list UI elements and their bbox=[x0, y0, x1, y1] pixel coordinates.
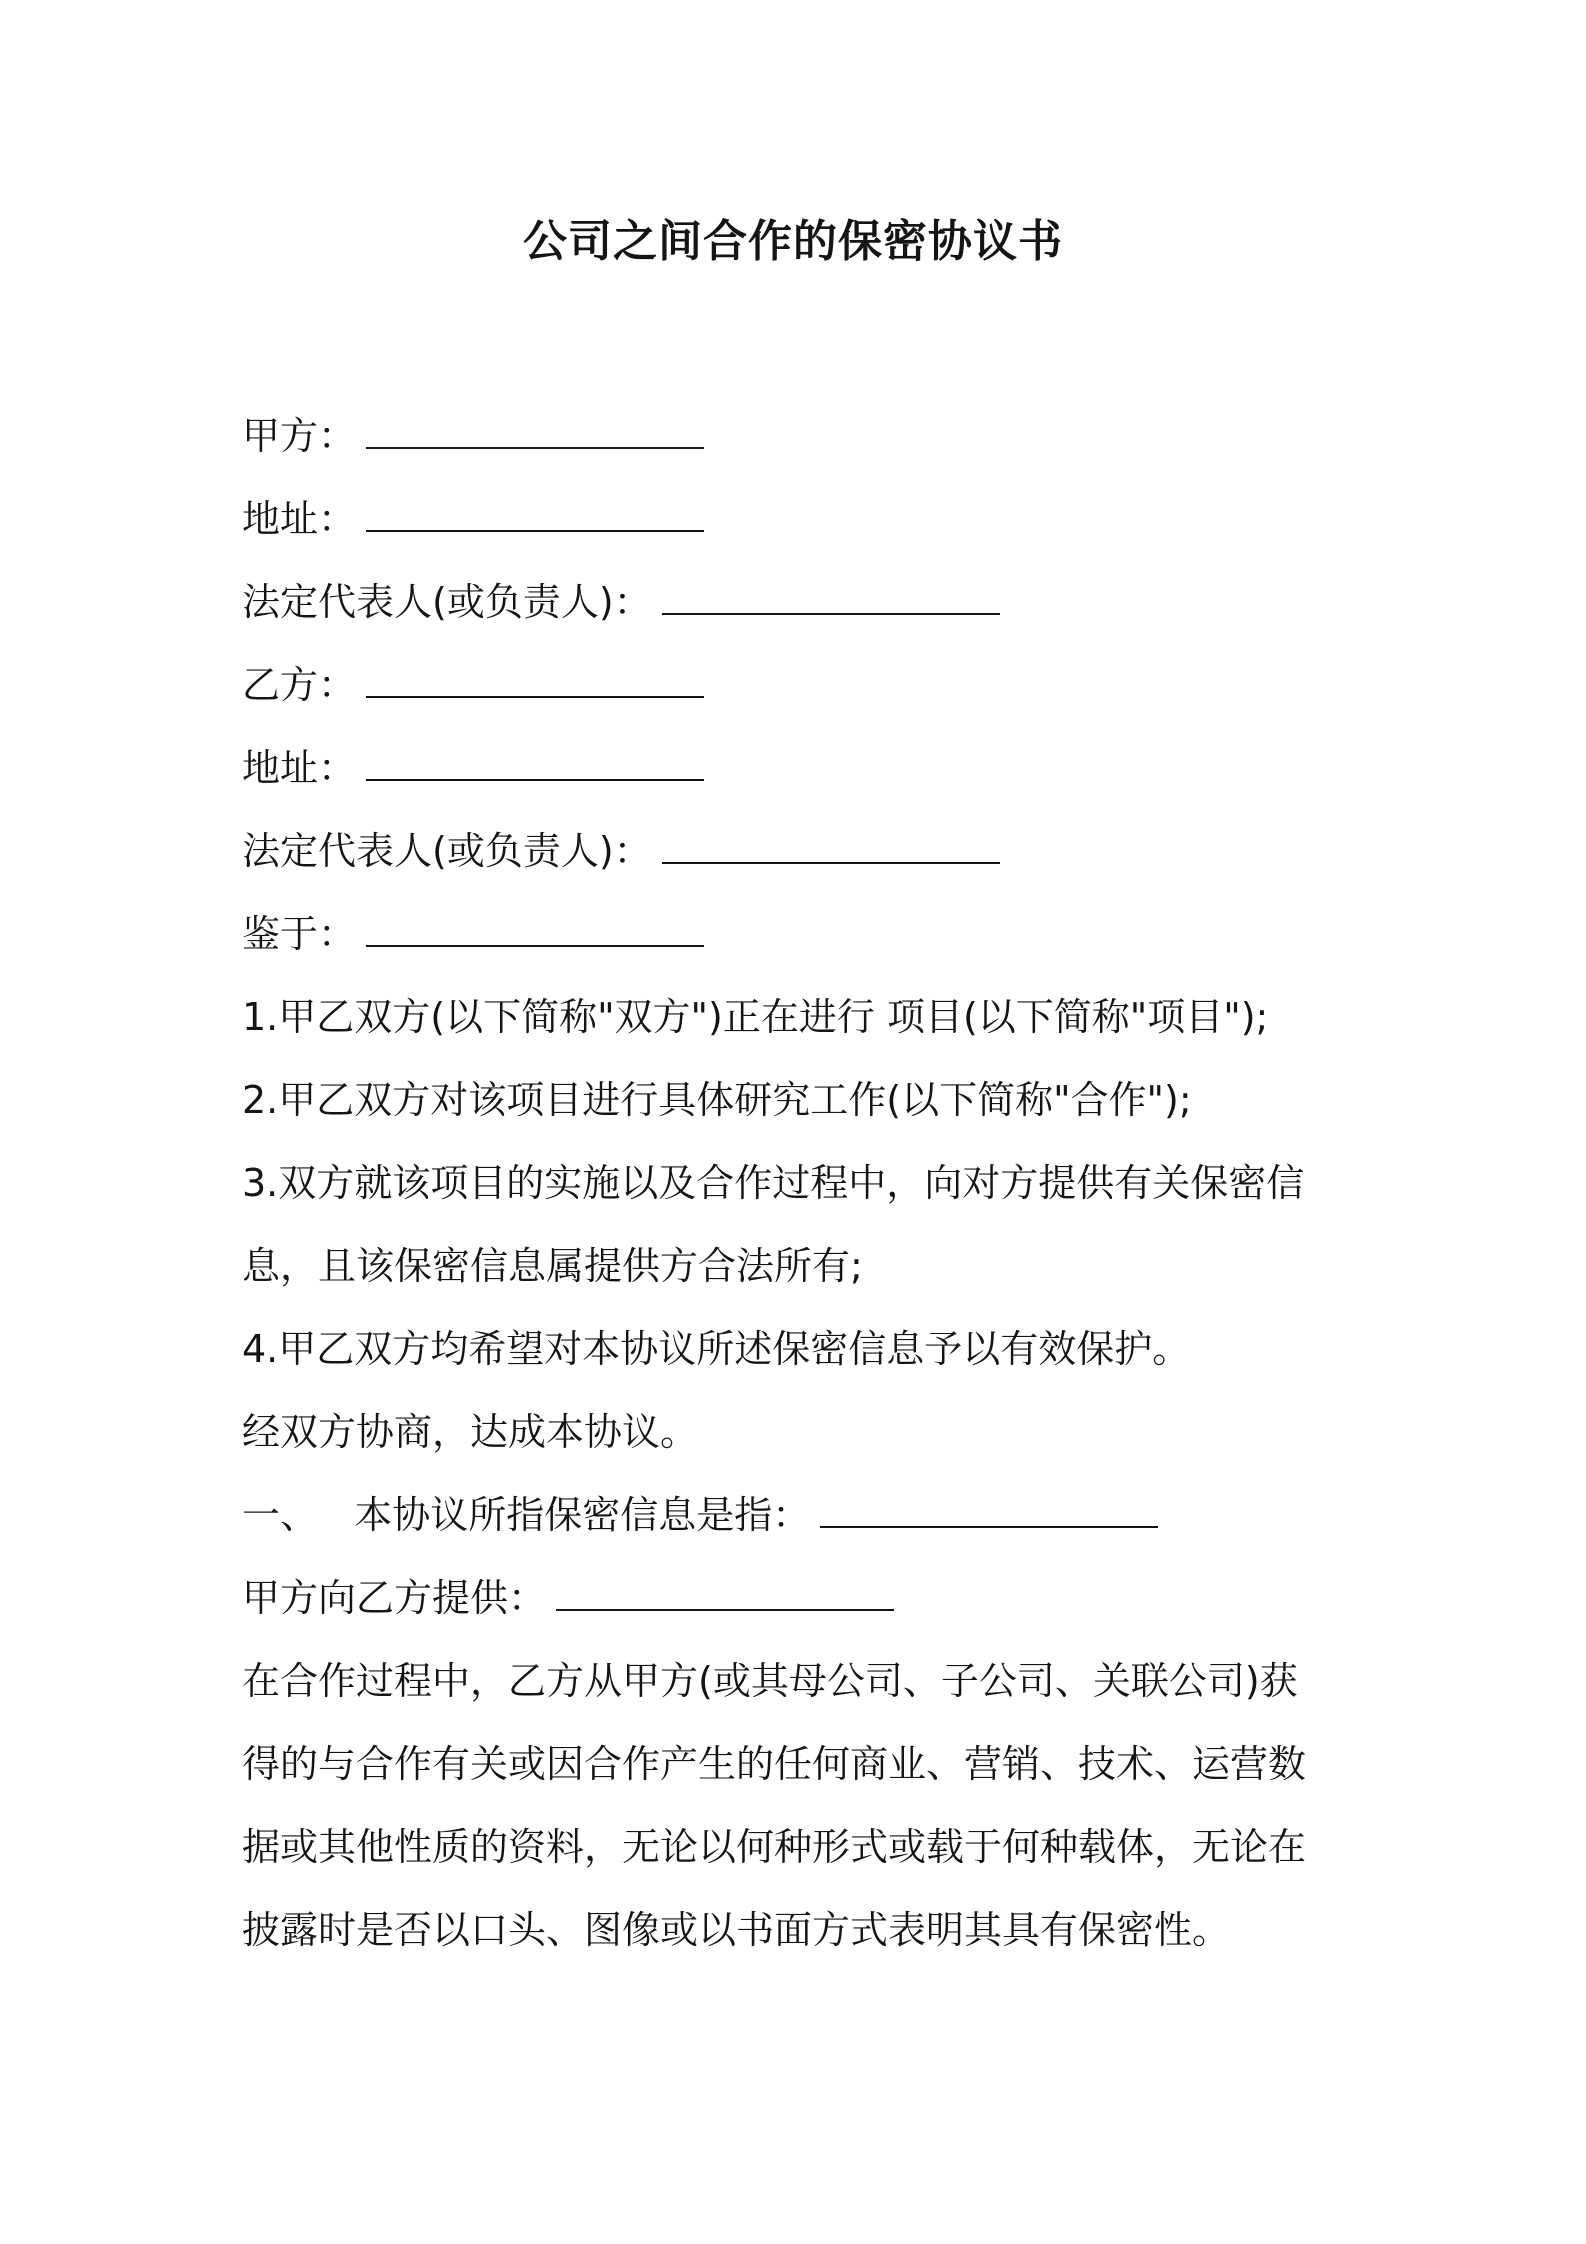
party-b-address-row bbox=[242, 742, 704, 794]
recital-3-line-2: 息，且该保密信息属提供方合法所有; bbox=[242, 1244, 863, 1288]
party-a-rep-label: 法定代表人(或负责人)： bbox=[242, 580, 652, 624]
section-1-para-line-3: 据或其他性质的资料，无论以何种形式或载于何种载体，无论在 bbox=[242, 1825, 1307, 1869]
recital-4: 4.甲乙双方均希望对本协议所述保密信息予以有效保护。 bbox=[242, 1327, 1191, 1371]
whereas-blank[interactable] bbox=[366, 935, 704, 947]
party-b-address-label: 地址： bbox=[242, 746, 357, 790]
section-1-blank[interactable] bbox=[820, 1516, 1158, 1528]
recital-1: 1.甲乙双方(以下简称"双方")正在进行 项目(以下简称"项目"); bbox=[242, 995, 1269, 1039]
document-title: 公司之间合作的保密协议书 bbox=[523, 216, 1063, 267]
recital-3-line-1: 3.双方就该项目的实施以及合作过程中，向对方提供有关保密信 bbox=[242, 1161, 1305, 1205]
section-1-sub-blank[interactable] bbox=[556, 1599, 894, 1611]
whereas-row bbox=[242, 908, 704, 960]
party-a-address-row bbox=[242, 493, 704, 545]
section-1-label: 一、 本协议所指保密信息是指： bbox=[242, 1493, 811, 1537]
section-1-para-line-1: 在合作过程中，乙方从甲方(或其母公司、子公司、关联公司)获 bbox=[242, 1659, 1298, 1703]
party-b-address-blank[interactable] bbox=[366, 769, 704, 781]
party-b-label: 乙方： bbox=[242, 663, 357, 707]
section-1-row bbox=[242, 1489, 1158, 1541]
party-a-rep-row bbox=[242, 576, 1000, 628]
party-b-rep-row bbox=[242, 825, 1000, 877]
party-b-rep-label: 法定代表人(或负责人)： bbox=[242, 829, 652, 873]
recital-2: 2.甲乙双方对该项目进行具体研究工作(以下简称"合作"); bbox=[242, 1078, 1192, 1122]
party-a-rep-blank[interactable] bbox=[662, 603, 1000, 615]
party-b-row bbox=[242, 659, 704, 711]
party-b-blank[interactable] bbox=[366, 686, 704, 698]
section-1-para-line-2: 得的与合作有关或因合作产生的任何商业、营销、技术、运营数 bbox=[242, 1742, 1307, 1786]
party-a-address-blank[interactable] bbox=[366, 520, 704, 532]
party-a-row bbox=[242, 410, 704, 462]
party-a-label: 甲方： bbox=[242, 414, 357, 458]
party-b-rep-blank[interactable] bbox=[662, 852, 1000, 864]
agreement-statement: 经双方协商，达成本协议。 bbox=[242, 1410, 699, 1454]
section-1-para-line-4: 披露时是否以口头、图像或以书面方式表明其具有保密性。 bbox=[242, 1908, 1231, 1952]
whereas-label: 鉴于： bbox=[242, 912, 357, 956]
section-1-sub-label: 甲方向乙方提供： bbox=[242, 1576, 547, 1620]
section-1-sub-row bbox=[242, 1572, 894, 1624]
party-a-blank[interactable] bbox=[366, 437, 704, 449]
party-a-address-label: 地址： bbox=[242, 497, 357, 541]
